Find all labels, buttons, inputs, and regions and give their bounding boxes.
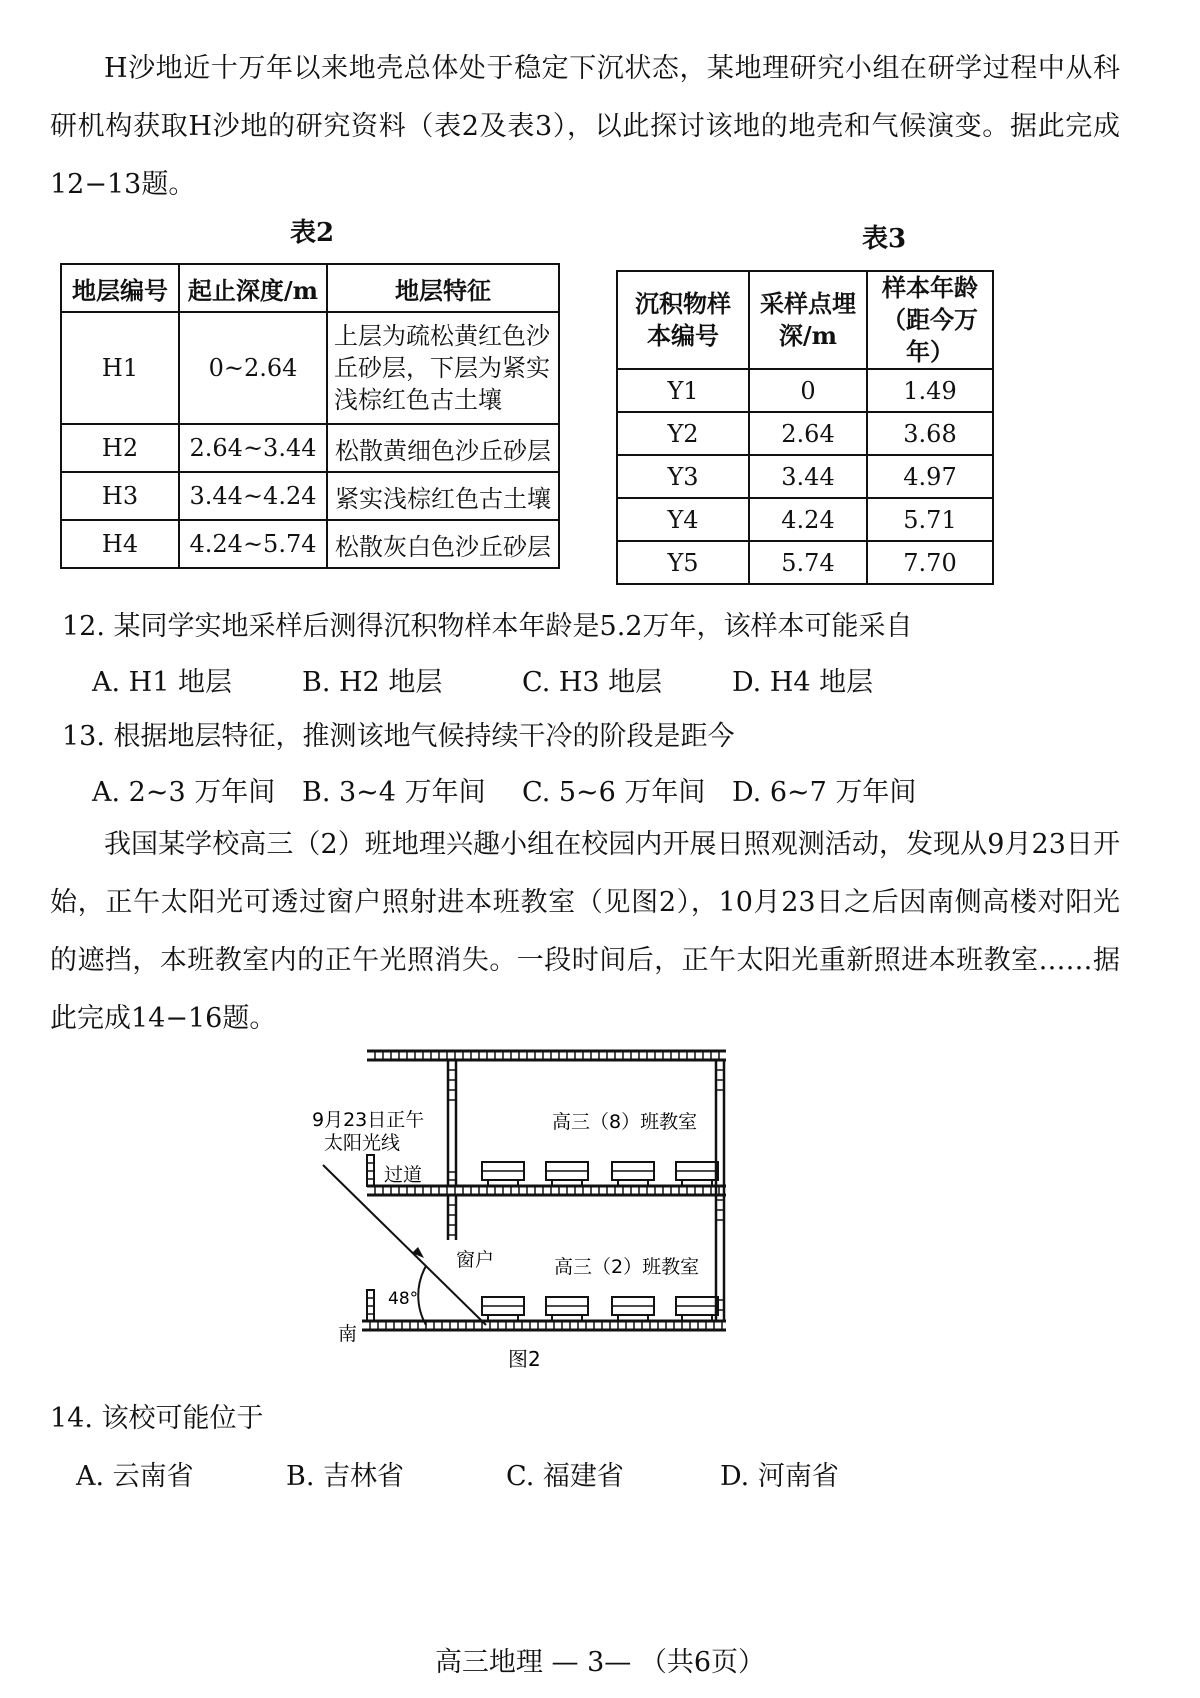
table2-cell-feature: 松散黄细色沙丘砂层	[327, 424, 559, 472]
table2-header: 地层编号	[61, 264, 179, 312]
angle-label: 48°	[388, 1289, 419, 1309]
table2-caption: 表2	[290, 218, 335, 248]
question-13-stem: 13. 根据地层特征，推测该地气候持续干冷的阶段是距今	[62, 721, 735, 752]
classroom-south-wall	[448, 1060, 456, 1240]
classroom-north-wall	[716, 1060, 724, 1321]
option-b: B. 吉林省	[286, 1461, 405, 1492]
table3-cell-depth: 4.24	[749, 498, 867, 541]
sun-ray-label-2: 太阳光线	[324, 1132, 401, 1154]
table3-cell-depth: 2.64	[749, 412, 867, 455]
table2-cell-feature: 上层为疏松黄红色沙丘砂层，下层为紧实浅棕红色古土壤	[327, 312, 559, 424]
option-d: D. 河南省	[720, 1461, 839, 1492]
table2-cell-depth: 0~2.64	[179, 312, 327, 424]
option-c: C. 5~6 万年间	[522, 777, 706, 808]
table3-caption: 表3	[862, 224, 907, 254]
table3-cell-id: Y4	[617, 498, 749, 541]
table2-header: 起止深度/m	[179, 264, 327, 312]
question-14-stem: 14. 该校可能位于	[50, 1403, 264, 1434]
option-d: D. 6~7 万年间	[732, 777, 917, 808]
question-12-stem: 12. 某同学实地采样后测得沉积物样本年龄是5.2万年，该样本可能采自	[62, 611, 913, 642]
table3-cell-depth: 0	[749, 369, 867, 412]
upper-classroom-label: 高三（8）班教室	[552, 1111, 698, 1133]
table2-cell-feature: 松散灰白色沙丘砂层	[327, 520, 559, 568]
lower-classroom-label: 高三（2）班教室	[554, 1256, 700, 1278]
corridor-railing	[367, 1155, 374, 1321]
table3-cell-id: Y3	[617, 455, 749, 498]
option-c: C. 福建省	[506, 1461, 624, 1492]
table3-cell-age: 1.49	[867, 369, 993, 412]
option-a: A. 云南省	[76, 1461, 194, 1492]
table3-cell-age: 7.70	[867, 541, 993, 584]
option-b: B. H2 地层	[302, 667, 443, 698]
table2-cell-id: H2	[61, 424, 179, 472]
table3-cell-depth: 5.74	[749, 541, 867, 584]
table2-cell-depth: 3.44~4.24	[179, 472, 327, 520]
table3-cell-age: 4.97	[867, 455, 993, 498]
table2-cell-depth: 4.24~5.74	[179, 520, 327, 568]
option-c: C. H3 地层	[522, 667, 663, 698]
table3-cell-depth: 3.44	[749, 455, 867, 498]
option-a: A. H1 地层	[92, 667, 232, 698]
desks-lower-classroom	[482, 1297, 718, 1321]
table3-cell-id: Y5	[617, 541, 749, 584]
south-label: 南	[338, 1323, 358, 1345]
ground-slab	[362, 1321, 726, 1330]
desks-upper-classroom	[482, 1162, 718, 1186]
option-b: B. 3~4 万年间	[302, 777, 486, 808]
figure-caption: 图2	[508, 1347, 541, 1371]
table3-cell-age: 3.68	[867, 412, 993, 455]
table3-header: 沉积物样本编号	[617, 271, 749, 369]
passage-intro-2: 我国某学校高三（2）班地理兴趣小组在校园内开展日照观测活动，发现从9月23日开始，正午太阳光可透过窗户照射进本班教室（见图2），10月23日之后因南侧高楼对阳光的遮挡，本班教室内的正午光照消失。一段时间后，正午太阳光重新照进本班教室……据此完成14−16题。	[50, 829, 1120, 1034]
roof-slab	[367, 1051, 726, 1060]
option-a: A. 2~3 万年间	[92, 777, 276, 808]
window-label: 窗户	[456, 1249, 495, 1271]
angle-arc	[418, 1266, 426, 1325]
table2-cell-feature: 紧实浅棕红色古土壤	[327, 472, 559, 520]
option-d: D. H4 地层	[732, 667, 874, 698]
table2-cell-id: H3	[61, 472, 179, 520]
table2-header: 地层特征	[327, 264, 559, 312]
table3-header: 采样点埋深/m	[749, 271, 867, 369]
table3-cell-id: Y2	[617, 412, 749, 455]
table2-cell-id: H1	[61, 312, 179, 424]
table3-header: 样本年龄（距今万年）	[867, 271, 993, 369]
corridor-label: 过道	[384, 1164, 423, 1186]
passage-intro-1: H沙地近十万年以来地壳总体处于稳定下沉状态，某地理研究小组在研学过程中从科研机构获取H沙地的研究资料（表2及表3），以此探讨该地的地壳和气候演变。据此完成12−13题。	[50, 53, 1120, 200]
sun-ray-label-1: 9月23日正午	[312, 1109, 425, 1131]
middle-floor-slab	[367, 1186, 726, 1195]
table3-cell-age: 5.71	[867, 498, 993, 541]
table3-cell-id: Y1	[617, 369, 749, 412]
page-footer: 高三地理 — 3— （共6页）	[434, 1647, 766, 1678]
table2-cell-id: H4	[61, 520, 179, 568]
table2-cell-depth: 2.64~3.44	[179, 424, 327, 472]
